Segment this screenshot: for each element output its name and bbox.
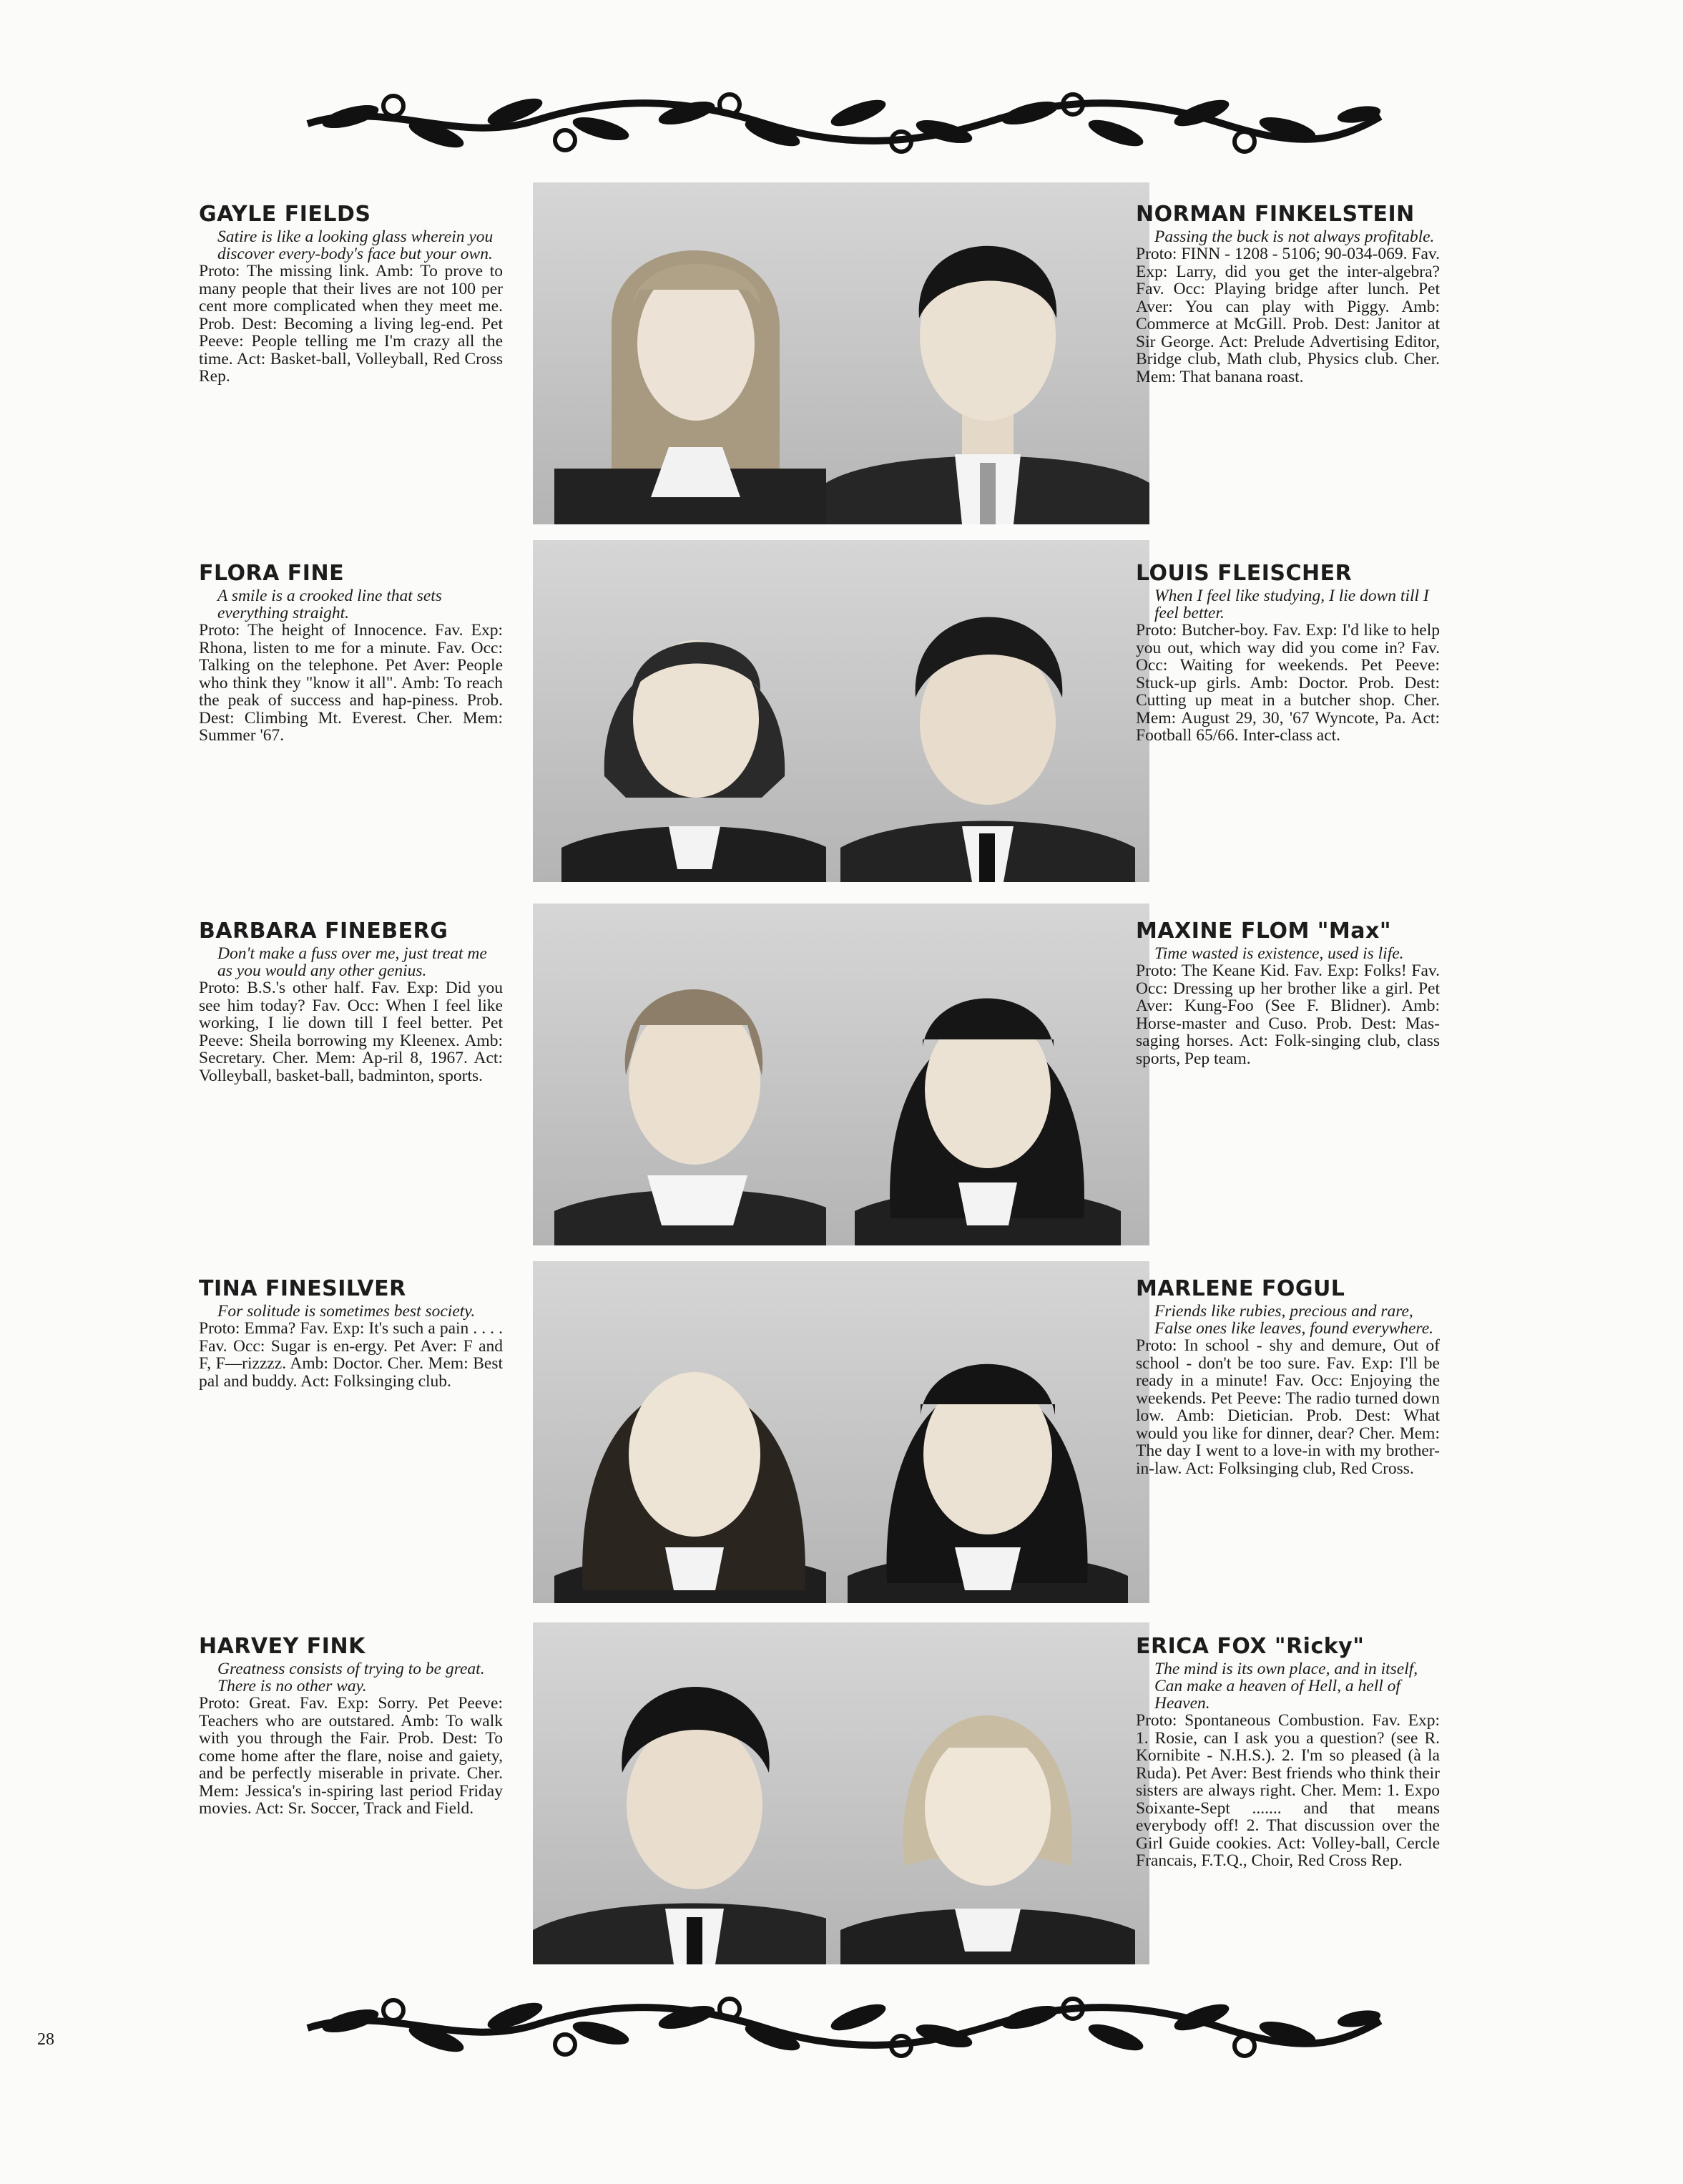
student-name: ERICA FOX "Ricky" [1136, 1634, 1365, 1659]
student-motto: Don't make a fuss over me, just treat me as you would any other genius. [217, 944, 487, 980]
entry-tina-finesilver [199, 1277, 503, 1390]
portrait-louis-fleischer [826, 540, 1149, 882]
entry-marlene-fogul [1136, 1277, 1440, 1477]
student-name: LOUIS FLEISCHER [1136, 561, 1353, 586]
student-bio: Proto: The height of Innocence. Fav. Exp: Rhona, listen to me for a minute. Fav. Occ: Talking on the telephone. Pet Aver: People who think they "know it all". Amb: To reach the peak of success and hap-piness. Prob. Dest: Climbing Mt. Everest. Cher. Mem: Summer '67. [199, 621, 503, 745]
student-bio: Proto: FINN - 1208 - 5106; 90-034-069. Fav. Exp: Larry, did you get the inter-algebra? Fav. Occ: Playing bridge after lunch. Pet Aver: You can play with Piggy. Amb: Commerce at McGill. Prob. Dest: Janitor at Sir George. Act: Prelude Advertising Editor, Bridge club, Math club, Physics club. Cher. Mem: That banana roast. [1136, 245, 1440, 386]
entry-norman-finkelstein [1136, 202, 1440, 386]
portrait-harvey-fink [533, 1622, 856, 1964]
student-name: GAYLE FIELDS [199, 202, 371, 227]
student-name: MAXINE FLOM "Max" [1136, 919, 1391, 944]
student-bio: Proto: The Keane Kid. Fav. Exp: Folks! Fav. Occ: Dressing up her brother like a girl. Pet Aver: Kung-Foo (See F. Blidner). Amb: Horse-master and Cuso. Prob. Dest: Mas-saging horses. Act: Folk-singing club, class sports, Pep team. [1136, 961, 1440, 1068]
entry-flora-fine [199, 562, 503, 745]
student-bio: Proto: B.S.'s other half. Fav. Exp: Did you see him today? Fav. Occ: When I feel like working, I lie down till I feel better. Pet Peeve: Sheila borrowing my Kleenex. Amb: Secretary. Cher. Mem: Ap-ril 8, 1967. Act: Volleyball, basket-ball, badminton, sports. [199, 979, 503, 1085]
portrait-tina-finesilver [533, 1261, 856, 1603]
entry-maxine-flom [1136, 919, 1440, 1067]
entry-louis-fleischer [1136, 562, 1440, 745]
portrait-flora-fine [533, 540, 856, 882]
student-motto: The mind is its own place, and in itself, Can make a heaven of Hell, a hell of Heaven. [1154, 1660, 1418, 1713]
student-bio: Proto: Emma? Fav. Exp: It's such a pain . . . . Fav. Occ: Sugar is en-ergy. Pet Aver: F and F, F—rizzzz. Amb: Doctor. Cher. Mem: Best pal and buddy. Act: Folksinging club. [199, 1319, 503, 1391]
bottom-vine-ornament [300, 1989, 1388, 2060]
student-name: MARLENE FOGUL [1136, 1276, 1345, 1301]
portrait-norman-finkelstein [826, 182, 1149, 524]
student-bio: Proto: In school - shy and demure, Out of school - don't be too sure. Fav. Exp: I'll be ready in a minute! Fav. Occ: Enjoying the weekends. Pet Peeve: The radio turned down low. Amb: Dietician. Prob. Dest: What would you like for dinner, dear? Cher. Mem: The day I went to a love-in with my brother-in-law. Act: Folksinging club, Red Cross. [1136, 1336, 1440, 1478]
student-bio: Proto: Spontaneous Combustion. Fav. Exp: 1. Rosie, can I ask you a question? (see R. Kornibite - N.H.S.). 2. I'm so pleased (à la Ruda). Pet Aver: Best friends who think their sisters are always right. Cher. Mem: 1. Expo Soixante-Sept ....... and that means everybody off! 2. That discussion over the Girl Guide cookies. Act: Volley-ball, Cercle Francais, F.T.Q., Choir, Red Cross Rep. [1136, 1711, 1440, 1870]
student-name: FLORA FINE [199, 561, 345, 586]
student-motto: When I feel like studying, I lie down till I feel better. [1154, 587, 1429, 622]
student-motto: Time wasted is existence, used is life. [1154, 944, 1404, 963]
entry-harvey-fink [199, 1635, 503, 1818]
portrait-marlene-fogul [826, 1261, 1149, 1603]
portrait-gayle-fields [533, 182, 856, 524]
page-number: 28 [37, 2030, 54, 2049]
student-motto: Friends like rubies, precious and rare, False ones like leaves, found everywhere. [1154, 1302, 1433, 1338]
entry-erica-fox [1136, 1635, 1440, 1870]
student-motto: A smile is a crooked line that sets everything straight. [217, 587, 442, 622]
student-motto: Greatness consists of trying to be great. There is no other way. [217, 1660, 485, 1695]
student-bio: Proto: Great. Fav. Exp: Sorry. Pet Peeve: Teachers who are outstared. Amb: To walk with you through the Fair. Prob. Dest: To come home after the flare, noise and gaiety, and be perfectly miserable in private. Cher. Mem: Jessica's in-spiring last period Friday movies. Act: Sr. Soccer, Track and Field. [199, 1694, 503, 1818]
portrait-barbara-fineberg [533, 904, 856, 1245]
portrait-erica-fox [826, 1622, 1149, 1964]
entry-gayle-fields [199, 202, 503, 386]
student-motto: Satire is like a looking glass wherein you discover every-body's face but your own. [217, 227, 494, 263]
student-bio: Proto: The missing link. Amb: To prove to many people that their lives are not 100 per cent more complicated when they meet me. Prob. Dest: Becoming a living leg-end. Pet Peeve: People telling me I'm crazy all the time. Act: Basket-ball, Volleyball, Red Cross Rep. [199, 262, 503, 386]
student-motto: For solitude is sometimes best society. [217, 1302, 476, 1321]
student-motto: Passing the buck is not always profitable. [1154, 227, 1435, 246]
entry-barbara-fineberg [199, 919, 503, 1084]
student-name: TINA FINESILVER [199, 1276, 406, 1301]
student-name: HARVEY FINK [199, 1634, 365, 1659]
student-name: BARBARA FINEBERG [199, 919, 448, 944]
student-name: NORMAN FINKELSTEIN [1136, 202, 1415, 227]
portrait-maxine-flom [826, 904, 1149, 1245]
top-vine-ornament [300, 84, 1388, 156]
student-bio: Proto: Butcher-boy. Fav. Exp: I'd like to help you out, which way did you come in? Fav. Occ: Waiting for weekends. Pet Peeve: Stuck-up girls. Amb: Doctor. Prob. Dest: Cutting up meat in a butcher shop. Cher. Mem: August 29, 30, '67 Wyncote, Pa. Act: Football 65/66. Inter-class act. [1136, 621, 1440, 745]
